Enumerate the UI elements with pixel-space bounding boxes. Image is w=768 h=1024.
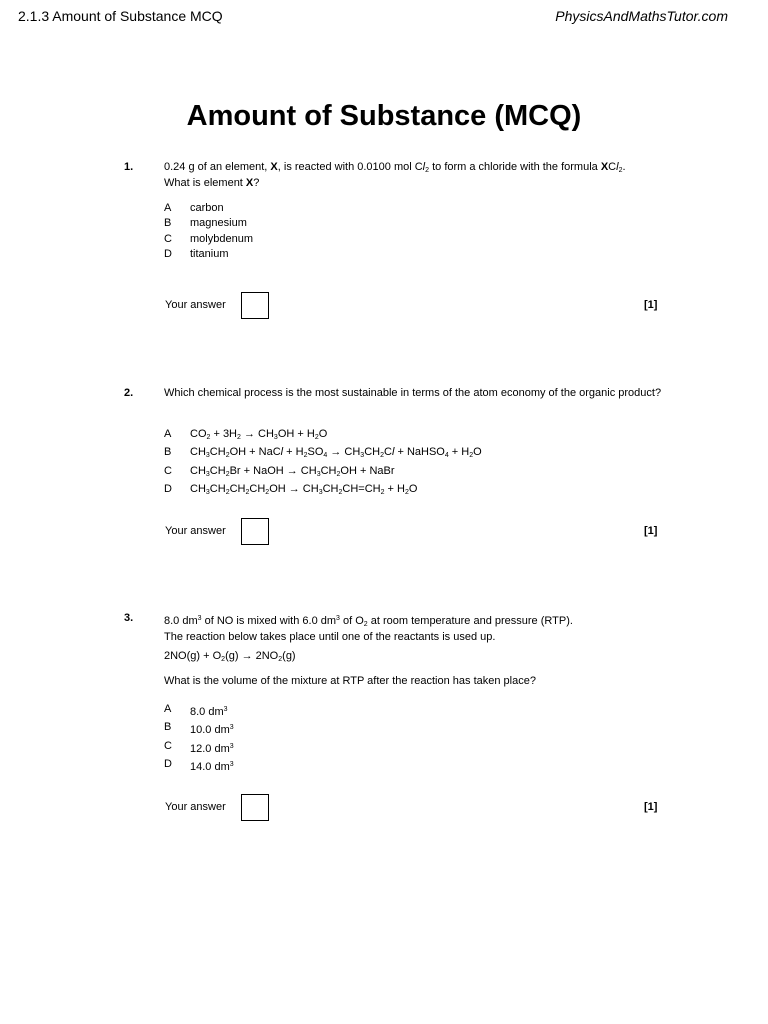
question-3-number: 3. [124,612,134,624]
option-a [164,702,234,720]
question-2-answer-label: Your answer [165,525,226,537]
header-site: PhysicsAndMathsTutor.com [555,8,728,24]
option-a [164,427,482,445]
option-letter: A [164,703,172,715]
question-2-answer-box[interactable] [241,518,269,545]
option-a [164,201,253,216]
option-text: 14.0 $dm^3$ [190,760,234,773]
option-text: molybdenum [190,232,253,245]
question-3-answer-box[interactable] [241,794,269,821]
question-2-marks: [1] [644,525,658,537]
option-text: $CH_3CH_2Br$ + NaOH → $CH_3CH_2OH$ + NaBr [190,464,395,478]
question-3-options [164,702,234,775]
option-letter: B [164,217,172,230]
option-letter: A [164,202,172,214]
option-text: $CO_2 + 3H_2 \to CH_3OH + H_2O$ [190,428,328,441]
option-letter: B [164,446,172,459]
option-text: $CH_3CH_2CH_2CH_2OH \to CH_3CH_2CH=CH_2 + H_2O$ [190,482,418,496]
option-b [164,720,234,738]
option-text: 12.0 $dm^3$ [190,742,234,755]
question-1-answer-label: Your answer [165,299,226,311]
option-d [164,757,234,775]
option-letter: B [164,721,172,734]
option-text: carbon [190,202,224,214]
question-1-marks: [1] [644,299,658,311]
option-letter: C [164,464,172,477]
question-2-options [164,427,482,500]
question-1-options [164,201,253,262]
option-b [164,216,253,231]
option-letter: D [164,247,172,260]
option-text: magnesium [190,217,247,230]
option-d [164,247,253,262]
option-text: $CH_3CH_2OH$ + NaCl + $H_2SO_4 \to CH_3CH_2Cl$ + NaHSO$_4$ + $H_2O$ [190,446,482,460]
option-c [164,232,253,247]
option-text: titanium [190,247,229,260]
option-text: 8.0 $dm^3$ [190,706,228,718]
question-1-answer-box[interactable] [241,292,269,319]
question-3-equation: $2NO(g) + O_2(g) \to 2NO_2(g)$ [164,650,296,663]
page-title: Amount of Substance (MCQ) [186,100,582,132]
option-text: 10.0 $dm^3$ [190,724,234,737]
option-letter: A [164,428,172,440]
question-3-subquestion: What is the volume of the mixture at RTP after the reaction has taken place? [164,675,536,687]
header-topic: 2.1.3 Amount of Substance MCQ [18,8,223,24]
option-letter: C [164,232,172,245]
option-letter: D [164,757,172,770]
option-c [164,739,234,757]
question-3-marks: [1] [644,801,658,813]
question-3-answer-label: Your answer [165,801,226,813]
question-1-text: 0.24 g of an element, X, is reacted with 0.0100 mol $Cl_2$ to form a chloride with the formula XCl$_2$. What is element X? [164,161,626,189]
option-letter: D [164,482,172,495]
option-c [164,464,482,482]
option-b [164,445,482,463]
question-2-number: 2. [124,387,134,399]
option-letter: C [164,739,172,752]
question-2-text: Which chemical process is the most sustainable in terms of the atom economy of the organic product? [164,387,662,399]
question-1-number: 1. [124,161,134,173]
question-3-text: 8.0 $dm^3$ of NO is mixed with 6.0 $dm^3$ of $O_2$ at room temperature and pressure (RTP). The reaction below takes place until one of the reactants is used up. [164,615,573,643]
option-d [164,482,482,500]
